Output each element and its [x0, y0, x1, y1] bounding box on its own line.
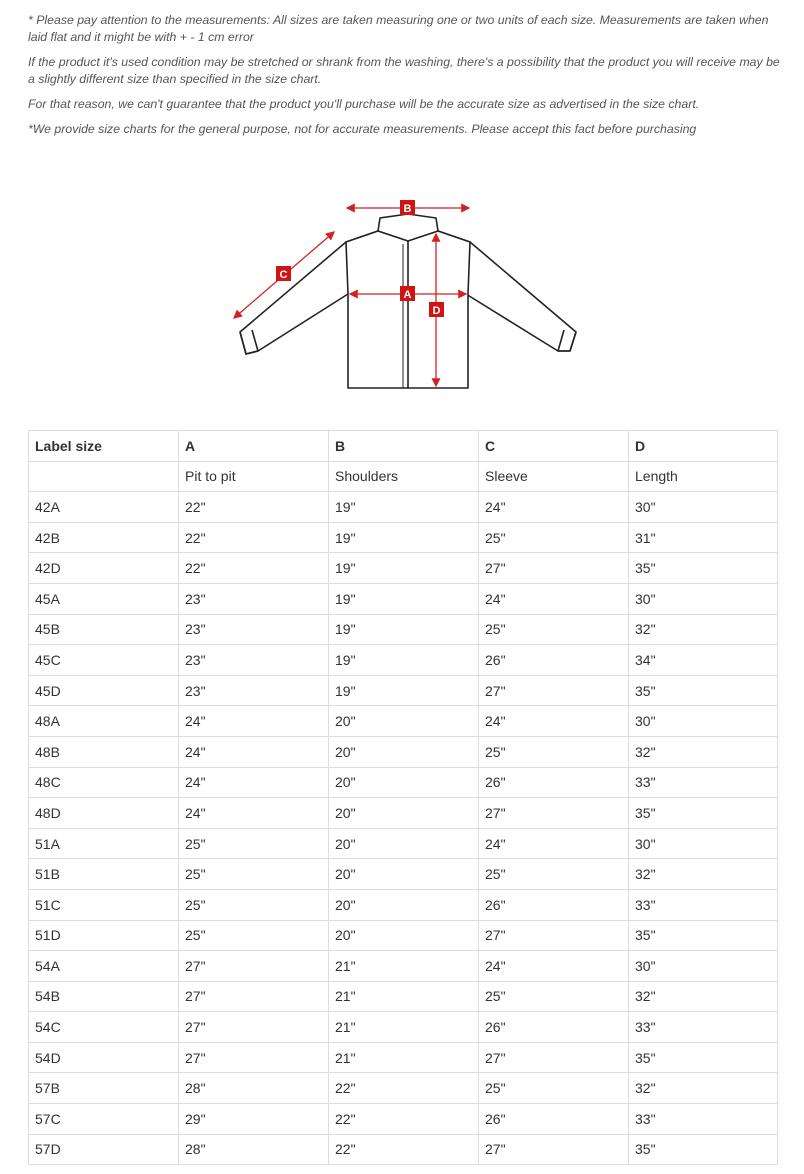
pit-to-pit-cell: 27": [179, 1042, 329, 1073]
length-cell: 30": [629, 492, 778, 523]
shoulders-cell: 20": [329, 828, 479, 859]
svg-text:A: A: [403, 289, 412, 301]
sleeve-cell: 27": [479, 675, 629, 706]
shoulders-cell: 20": [329, 859, 479, 890]
sleeve-cell: 24": [479, 828, 629, 859]
length-cell: 32": [629, 614, 778, 645]
length-cell: 30": [629, 828, 778, 859]
table-row: [29, 767, 778, 798]
table-row: [29, 951, 778, 982]
shoulders-cell: 19": [329, 553, 479, 584]
marker-b: [400, 200, 415, 215]
sleeve-cell: 26": [479, 889, 629, 920]
subheader-pit-to-pit: Pit to pit: [179, 461, 329, 492]
shoulders-cell: 20": [329, 798, 479, 829]
pit-to-pit-cell: 23": [179, 645, 329, 676]
shoulders-cell: 22": [329, 1134, 479, 1165]
length-cell: 33": [629, 767, 778, 798]
subheader-sleeve: Sleeve: [479, 461, 629, 492]
shoulders-cell: 19": [329, 492, 479, 523]
sleeve-cell: 26": [479, 1104, 629, 1135]
shoulders-cell: 19": [329, 675, 479, 706]
subheader-shoulders: Shoulders: [329, 461, 479, 492]
table-row: [29, 1042, 778, 1073]
sleeve-cell: 24": [479, 706, 629, 737]
sleeve-cell: 26": [479, 1012, 629, 1043]
svg-text:B: B: [403, 203, 412, 215]
label-size-cell: 51B: [29, 859, 179, 890]
label-size-cell: 42D: [29, 553, 179, 584]
header-a: A: [179, 431, 329, 462]
table-row: [29, 798, 778, 829]
pit-to-pit-cell: 25": [179, 889, 329, 920]
length-cell: 33": [629, 1104, 778, 1135]
length-cell: 32": [629, 736, 778, 767]
label-size-cell: 45D: [29, 675, 179, 706]
subheader-empty: [29, 461, 179, 492]
shoulders-cell: 20": [329, 920, 479, 951]
table-row: [29, 828, 778, 859]
note-measurement-method: * Please pay attention to the measurements: All sizes are taken measuring one or two units of each size. Measurements are taken when laid flat and it might be with + - 1 cm error: [28, 13, 769, 44]
pit-to-pit-cell: 28": [179, 1134, 329, 1165]
sleeve-cell: 24": [479, 492, 629, 523]
subheader-length: Length: [629, 461, 778, 492]
label-size-cell: 42B: [29, 522, 179, 553]
pit-to-pit-cell: 23": [179, 614, 329, 645]
sleeve-cell: 27": [479, 553, 629, 584]
length-cell: 35": [629, 675, 778, 706]
length-cell: 35": [629, 553, 778, 584]
label-size-cell: 57C: [29, 1104, 179, 1135]
sleeve-cell: 27": [479, 920, 629, 951]
length-cell: 32": [629, 859, 778, 890]
sleeve-cell: 24": [479, 583, 629, 614]
note-no-guarantee: For that reason, we can't guarantee that the product you'll purchase will be the accurate size as advertised in the size chart.: [28, 97, 700, 111]
pit-to-pit-cell: 22": [179, 492, 329, 523]
pit-to-pit-cell: 25": [179, 828, 329, 859]
table-row: [29, 859, 778, 890]
table-row: [29, 736, 778, 767]
pit-to-pit-cell: 24": [179, 706, 329, 737]
pit-to-pit-cell: 25": [179, 920, 329, 951]
length-cell: 34": [629, 645, 778, 676]
sleeve-cell: 25": [479, 522, 629, 553]
table-row: [29, 1012, 778, 1043]
shoulders-cell: 19": [329, 583, 479, 614]
jacket-measurement-diagram: [226, 196, 590, 396]
label-size-cell: 57D: [29, 1134, 179, 1165]
pit-to-pit-cell: 23": [179, 675, 329, 706]
shoulders-cell: 22": [329, 1073, 479, 1104]
label-size-cell: 48C: [29, 767, 179, 798]
length-cell: 31": [629, 522, 778, 553]
pit-to-pit-cell: 23": [179, 583, 329, 614]
sleeve-cell: 27": [479, 1134, 629, 1165]
note-general-purpose: *We provide size charts for the general purpose, not for accurate measurements. Please accept this fact before purchasing: [28, 122, 697, 136]
pit-to-pit-cell: 28": [179, 1073, 329, 1104]
length-cell: 32": [629, 1073, 778, 1104]
length-cell: 35": [629, 798, 778, 829]
label-size-cell: 45C: [29, 645, 179, 676]
length-cell: 30": [629, 706, 778, 737]
table-row: [29, 1073, 778, 1104]
sleeve-cell: 27": [479, 1042, 629, 1073]
label-size-cell: 51C: [29, 889, 179, 920]
table-row: [29, 706, 778, 737]
measurement-notes: [28, 12, 784, 146]
label-size-cell: 48D: [29, 798, 179, 829]
label-size-cell: 45B: [29, 614, 179, 645]
shoulders-cell: 20": [329, 889, 479, 920]
table-row: [29, 1104, 778, 1135]
sleeve-cell: 25": [479, 981, 629, 1012]
label-size-cell: 48B: [29, 736, 179, 767]
sleeve-cell: 24": [479, 951, 629, 982]
length-cell: 30": [629, 583, 778, 614]
sleeve-cell: 26": [479, 767, 629, 798]
length-cell: 35": [629, 1134, 778, 1165]
shoulders-cell: 21": [329, 981, 479, 1012]
table-row: [29, 981, 778, 1012]
header-d: D: [629, 431, 778, 462]
table-row: [29, 645, 778, 676]
shoulders-cell: 20": [329, 706, 479, 737]
pit-to-pit-cell: 24": [179, 767, 329, 798]
table-row: [29, 583, 778, 614]
shoulders-cell: 22": [329, 1104, 479, 1135]
shoulders-cell: 21": [329, 1012, 479, 1043]
table-row: [29, 522, 778, 553]
svg-text:D: D: [432, 305, 441, 317]
pit-to-pit-cell: 22": [179, 522, 329, 553]
shoulders-cell: 19": [329, 614, 479, 645]
label-size-cell: 54C: [29, 1012, 179, 1043]
length-cell: 35": [629, 920, 778, 951]
length-cell: 32": [629, 981, 778, 1012]
marker-a: [400, 286, 415, 301]
svg-text:C: C: [279, 269, 288, 281]
marker-c: [276, 266, 291, 281]
header-b: B: [329, 431, 479, 462]
table-row: [29, 614, 778, 645]
header-c: C: [479, 431, 629, 462]
pit-to-pit-cell: 27": [179, 981, 329, 1012]
pit-to-pit-cell: 24": [179, 736, 329, 767]
sleeve-cell: 27": [479, 798, 629, 829]
shoulders-cell: 20": [329, 736, 479, 767]
size-chart-table: [28, 430, 778, 1165]
table-row: [29, 1134, 778, 1165]
length-cell: 33": [629, 889, 778, 920]
label-size-cell: 54A: [29, 951, 179, 982]
marker-d: [429, 302, 444, 317]
pit-to-pit-cell: 27": [179, 1012, 329, 1043]
header-label-size: Label size: [29, 431, 179, 462]
label-size-cell: 51D: [29, 920, 179, 951]
label-size-cell: 45A: [29, 583, 179, 614]
table-row: [29, 920, 778, 951]
length-cell: 35": [629, 1042, 778, 1073]
label-size-cell: 42A: [29, 492, 179, 523]
pit-to-pit-cell: 25": [179, 859, 329, 890]
label-size-cell: 48A: [29, 706, 179, 737]
label-size-cell: 54D: [29, 1042, 179, 1073]
length-cell: 33": [629, 1012, 778, 1043]
shoulders-cell: 19": [329, 645, 479, 676]
shoulders-cell: 19": [329, 522, 479, 553]
pit-to-pit-cell: 29": [179, 1104, 329, 1135]
label-size-cell: 51A: [29, 828, 179, 859]
shoulders-cell: 21": [329, 951, 479, 982]
table-subheader-row: [29, 461, 778, 492]
sleeve-cell: 25": [479, 859, 629, 890]
shoulders-cell: 20": [329, 767, 479, 798]
table-row: [29, 553, 778, 584]
pit-to-pit-cell: 27": [179, 951, 329, 982]
sleeve-cell: 26": [479, 645, 629, 676]
table-header-row: [29, 431, 778, 462]
sleeve-cell: 25": [479, 614, 629, 645]
label-size-cell: 57B: [29, 1073, 179, 1104]
table-row: [29, 492, 778, 523]
pit-to-pit-cell: 22": [179, 553, 329, 584]
sleeve-cell: 25": [479, 736, 629, 767]
sleeve-cell: 25": [479, 1073, 629, 1104]
label-size-cell: 54B: [29, 981, 179, 1012]
table-row: [29, 675, 778, 706]
note-used-condition: If the product it's used condition may be stretched or shrank from the washing, there's a possibility that the product you will receive may be a slightly different size than specified in the size chart.: [28, 55, 780, 86]
length-cell: 30": [629, 951, 778, 982]
table-row: [29, 889, 778, 920]
shoulders-cell: 21": [329, 1042, 479, 1073]
pit-to-pit-cell: 24": [179, 798, 329, 829]
